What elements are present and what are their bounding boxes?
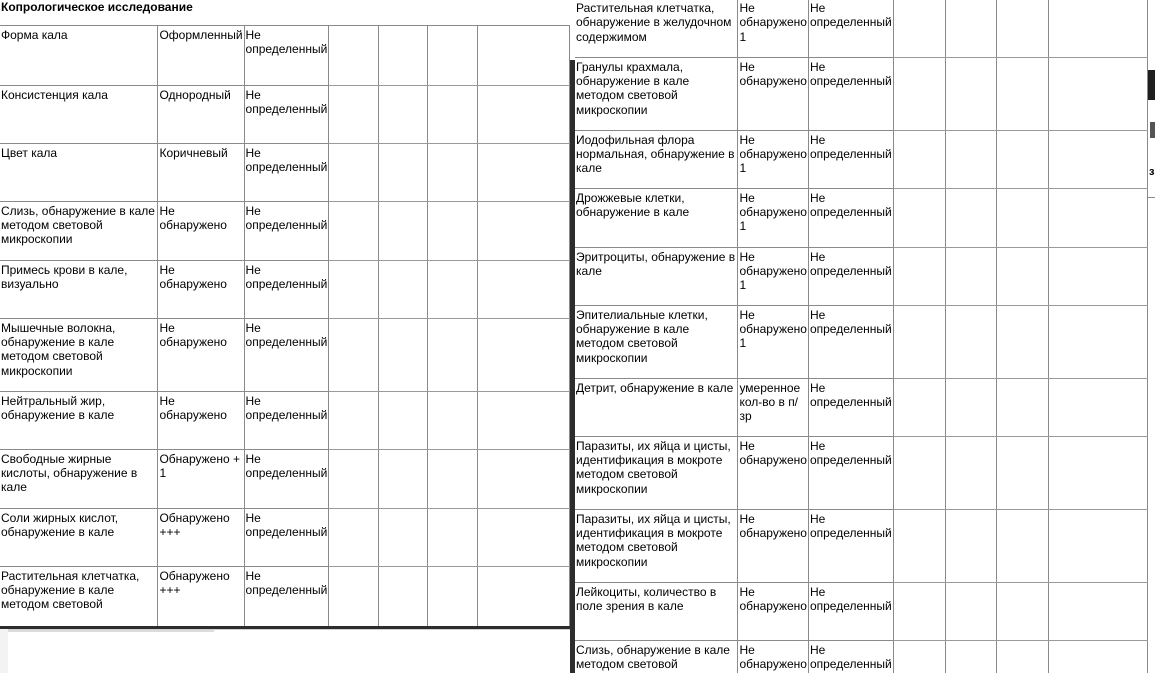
empty-cell[interactable] [1049, 57, 1148, 130]
result-cell[interactable]: Не обнаружено [158, 318, 244, 391]
empty-cell[interactable] [997, 378, 1049, 436]
empty-cell[interactable] [428, 143, 478, 201]
empty-cell[interactable] [997, 582, 1049, 640]
empty-cell[interactable] [378, 508, 428, 566]
empty-cell[interactable] [329, 391, 379, 449]
empty-cell[interactable] [378, 318, 428, 391]
empty-cell[interactable] [428, 566, 478, 626]
empty-cell[interactable] [893, 247, 945, 305]
empty-cell[interactable] [378, 260, 428, 318]
empty-cell[interactable] [945, 130, 997, 188]
empty-cell[interactable] [893, 640, 945, 673]
reference-cell[interactable]: Не определенный [244, 449, 329, 508]
empty-cell[interactable] [1049, 436, 1148, 509]
empty-cell[interactable] [1049, 0, 1148, 57]
empty-cell[interactable] [378, 566, 428, 626]
test-name-cell[interactable]: Форма кала [0, 26, 158, 85]
reference-cell[interactable]: Не определенный [808, 640, 893, 673]
result-cell[interactable]: Оформленный [158, 26, 244, 85]
test-name-cell[interactable]: Паразиты, их яйца и цисты, идентификация в мокроте методом световой микроскопии [575, 509, 738, 582]
empty-cell[interactable] [893, 57, 945, 130]
empty-cell[interactable] [329, 508, 379, 566]
result-cell[interactable]: Не обнаружено [738, 436, 809, 509]
result-cell[interactable]: Не обнаружено [158, 391, 244, 449]
empty-cell[interactable] [428, 508, 478, 566]
empty-cell[interactable] [997, 247, 1049, 305]
reference-cell[interactable]: Не определенный [808, 378, 893, 436]
empty-cell[interactable] [1049, 305, 1148, 378]
empty-cell[interactable] [478, 201, 570, 260]
empty-cell[interactable] [893, 378, 945, 436]
table-row [575, 582, 1148, 640]
reference-cell[interactable]: Не определенный [244, 318, 329, 391]
empty-cell[interactable] [329, 143, 379, 201]
test-name-cell[interactable]: Нейтральный жир, обнаружение в кале [0, 391, 158, 449]
empty-cell[interactable] [945, 188, 997, 247]
empty-cell[interactable] [378, 201, 428, 260]
empty-cell[interactable] [1049, 188, 1148, 247]
empty-cell[interactable] [478, 508, 570, 566]
right-edge-tick [1150, 122, 1155, 138]
empty-cell[interactable] [1049, 247, 1148, 305]
table-row [575, 305, 1148, 378]
table-row [575, 378, 1148, 436]
result-cell[interactable]: Не обнаружено 1 [738, 247, 809, 305]
empty-cell[interactable] [945, 582, 997, 640]
table-row [575, 130, 1148, 188]
empty-cell[interactable] [428, 26, 478, 85]
result-cell[interactable]: Не обнаружено [738, 509, 809, 582]
empty-cell[interactable] [997, 305, 1049, 378]
right-edge-bar [1148, 70, 1155, 100]
empty-cell[interactable] [329, 318, 379, 391]
result-cell[interactable]: Обнаружено +++ [158, 566, 244, 626]
empty-cell[interactable] [997, 0, 1049, 57]
result-cell[interactable]: Обнаружено + 1 [158, 449, 244, 508]
empty-cell[interactable] [329, 201, 379, 260]
test-name-cell[interactable]: Эпителиальные клетки, обнаружение в кале методом световой микроскопии [575, 305, 738, 378]
empty-cell[interactable] [478, 260, 570, 318]
empty-cell[interactable] [478, 26, 570, 85]
empty-cell[interactable] [997, 188, 1049, 247]
empty-cell[interactable] [478, 391, 570, 449]
empty-cell[interactable] [378, 85, 428, 143]
table-row [0, 85, 570, 143]
reference-cell[interactable]: Не определенный [808, 582, 893, 640]
test-name-cell[interactable]: Эритроциты, обнаружение в кале [575, 247, 738, 305]
empty-cell[interactable] [428, 391, 478, 449]
reference-cell[interactable]: Не определенный [244, 201, 329, 260]
test-name-cell[interactable]: Гранулы крахмала, обнаружение в кале методом световой микроскопии [575, 57, 738, 130]
reference-cell[interactable]: Не определенный [244, 85, 329, 143]
empty-cell[interactable] [378, 391, 428, 449]
table-row [575, 247, 1148, 305]
result-cell[interactable]: Не обнаружено 1 [738, 0, 809, 57]
table-row [0, 318, 570, 391]
empty-cell[interactable] [893, 582, 945, 640]
table-row [0, 26, 570, 85]
right-sheet [575, 0, 1148, 673]
test-name-cell[interactable]: Примесь крови в кале, визуально [0, 260, 158, 318]
result-cell[interactable]: Не обнаружено [738, 582, 809, 640]
reference-cell[interactable]: Не определенный [808, 509, 893, 582]
reference-cell[interactable]: Не определенный [808, 247, 893, 305]
lower-pane-content [8, 629, 570, 674]
empty-cell[interactable] [997, 436, 1049, 509]
reference-cell[interactable]: Не определенный [244, 260, 329, 318]
empty-cell[interactable] [893, 0, 945, 57]
reference-cell[interactable]: Не определенный [808, 436, 893, 509]
empty-cell[interactable] [945, 509, 997, 582]
result-cell[interactable]: Не обнаружено 1 [738, 188, 809, 247]
test-name-cell[interactable]: Паразиты, их яйца и цисты, идентификация в мокроте методом световой микроскопии [575, 436, 738, 509]
empty-cell[interactable] [329, 85, 379, 143]
reference-cell[interactable]: Не определенный [244, 508, 329, 566]
empty-cell[interactable] [478, 318, 570, 391]
empty-cell[interactable] [378, 143, 428, 201]
empty-cell[interactable] [378, 449, 428, 508]
reference-cell[interactable]: Не определенный [244, 391, 329, 449]
window-divider[interactable] [570, 60, 575, 673]
table-row [0, 143, 570, 201]
table-row [0, 391, 570, 449]
result-cell[interactable]: Не обнаружено 1 [738, 305, 809, 378]
empty-cell[interactable] [478, 566, 570, 626]
empty-cell[interactable] [329, 260, 379, 318]
empty-cell[interactable] [945, 247, 997, 305]
test-name-cell[interactable]: Растительная клетчатка, обнаружение в желудочном содержимом [575, 0, 738, 57]
test-name-cell[interactable]: Консистенция кала [0, 85, 158, 143]
table-row [575, 640, 1148, 673]
test-name-cell[interactable]: Слизь, обнаружение в кале методом световой микроскопии [0, 201, 158, 260]
empty-cell[interactable] [478, 449, 570, 508]
test-name-cell[interactable]: Лейкоциты, количество в поле зрения в кале [575, 582, 738, 640]
results-table-left [0, 26, 570, 626]
right-edge-glyph: з [1149, 166, 1155, 178]
table-row [0, 566, 570, 626]
results-table-right [575, 0, 1148, 673]
result-cell[interactable]: Обнаружено +++ [158, 508, 244, 566]
lower-pane [0, 629, 570, 673]
result-cell[interactable]: Не обнаружено [738, 640, 809, 673]
result-cell[interactable]: Коричневый [158, 143, 244, 201]
empty-cell[interactable] [1049, 582, 1148, 640]
empty-cell[interactable] [893, 436, 945, 509]
reference-cell[interactable]: Не определенный [244, 26, 329, 85]
reference-cell[interactable]: Не определенный [808, 0, 893, 57]
empty-cell[interactable] [1049, 640, 1148, 673]
empty-cell[interactable] [1049, 509, 1148, 582]
right-edge-rule [1148, 197, 1155, 198]
test-name-cell[interactable]: Слизь, обнаружение в кале методом световой [575, 640, 738, 673]
reference-cell[interactable]: Не определенный [808, 188, 893, 247]
reference-cell[interactable]: Не определенный [808, 130, 893, 188]
empty-cell[interactable] [329, 566, 379, 626]
empty-cell[interactable] [893, 130, 945, 188]
test-name-cell[interactable]: Детрит, обнаружение в кале [575, 378, 738, 436]
result-cell[interactable]: Не обнаружено [738, 57, 809, 130]
empty-cell[interactable] [997, 130, 1049, 188]
result-cell[interactable]: Не обнаружено 1 [738, 130, 809, 188]
empty-cell[interactable] [428, 318, 478, 391]
empty-cell[interactable] [945, 640, 997, 673]
result-cell[interactable]: умеренное кол-во в п/зр [738, 378, 809, 436]
empty-cell[interactable] [945, 378, 997, 436]
test-name-cell[interactable]: Свободные жирные кислоты, обнаружение в кале [0, 449, 158, 508]
empty-cell[interactable] [428, 201, 478, 260]
empty-cell[interactable] [945, 0, 997, 57]
table-row [575, 0, 1148, 57]
empty-cell[interactable] [378, 26, 428, 85]
test-name-cell[interactable]: Растительная клетчатка, обнаружение в кале методом световой [0, 566, 158, 626]
section-title: Копрологическое исследование [1, 0, 193, 14]
empty-cell[interactable] [893, 188, 945, 247]
table-row [0, 201, 570, 260]
reference-cell[interactable]: Не определенный [808, 57, 893, 130]
table-row [575, 57, 1148, 130]
empty-cell[interactable] [478, 143, 570, 201]
table-row [575, 188, 1148, 247]
table-row [575, 509, 1148, 582]
result-cell[interactable]: Не обнаружено [158, 201, 244, 260]
left-sheet [0, 0, 570, 626]
empty-cell[interactable] [893, 305, 945, 378]
empty-cell[interactable] [428, 449, 478, 508]
lower-pane-strip [8, 630, 214, 632]
empty-cell[interactable] [329, 26, 379, 85]
empty-cell[interactable] [478, 85, 570, 143]
table-row [0, 260, 570, 318]
empty-cell[interactable] [997, 509, 1049, 582]
test-name-cell[interactable]: Дрожжевые клетки, обнаружение в кале [575, 188, 738, 247]
test-name-cell[interactable]: Иодофильная флора нормальная, обнаружение в кале [575, 130, 738, 188]
reference-cell[interactable]: Не определенный [244, 143, 329, 201]
table-row [0, 508, 570, 566]
result-cell[interactable]: Не обнаружено [158, 260, 244, 318]
reference-cell[interactable]: Не определенный [244, 566, 329, 626]
empty-cell[interactable] [945, 57, 997, 130]
table-row [575, 436, 1148, 509]
result-cell[interactable]: Однородный [158, 85, 244, 143]
test-name-cell[interactable]: Соли жирных кислот, обнаружение в кале [0, 508, 158, 566]
right-edge-strip [1148, 0, 1155, 673]
empty-cell[interactable] [1049, 130, 1148, 188]
empty-cell[interactable] [428, 260, 478, 318]
empty-cell[interactable] [1049, 378, 1148, 436]
empty-cell[interactable] [997, 640, 1049, 673]
test-name-cell[interactable]: Мышечные волокна, обнаружение в кале методом световой микроскопии [0, 318, 158, 391]
empty-cell[interactable] [945, 305, 997, 378]
empty-cell[interactable] [945, 436, 997, 509]
empty-cell[interactable] [329, 449, 379, 508]
empty-cell[interactable] [893, 509, 945, 582]
empty-cell[interactable] [428, 85, 478, 143]
test-name-cell[interactable]: Цвет кала [0, 143, 158, 201]
empty-cell[interactable] [997, 57, 1049, 130]
table-row [0, 449, 570, 508]
reference-cell[interactable]: Не определенный [808, 305, 893, 378]
